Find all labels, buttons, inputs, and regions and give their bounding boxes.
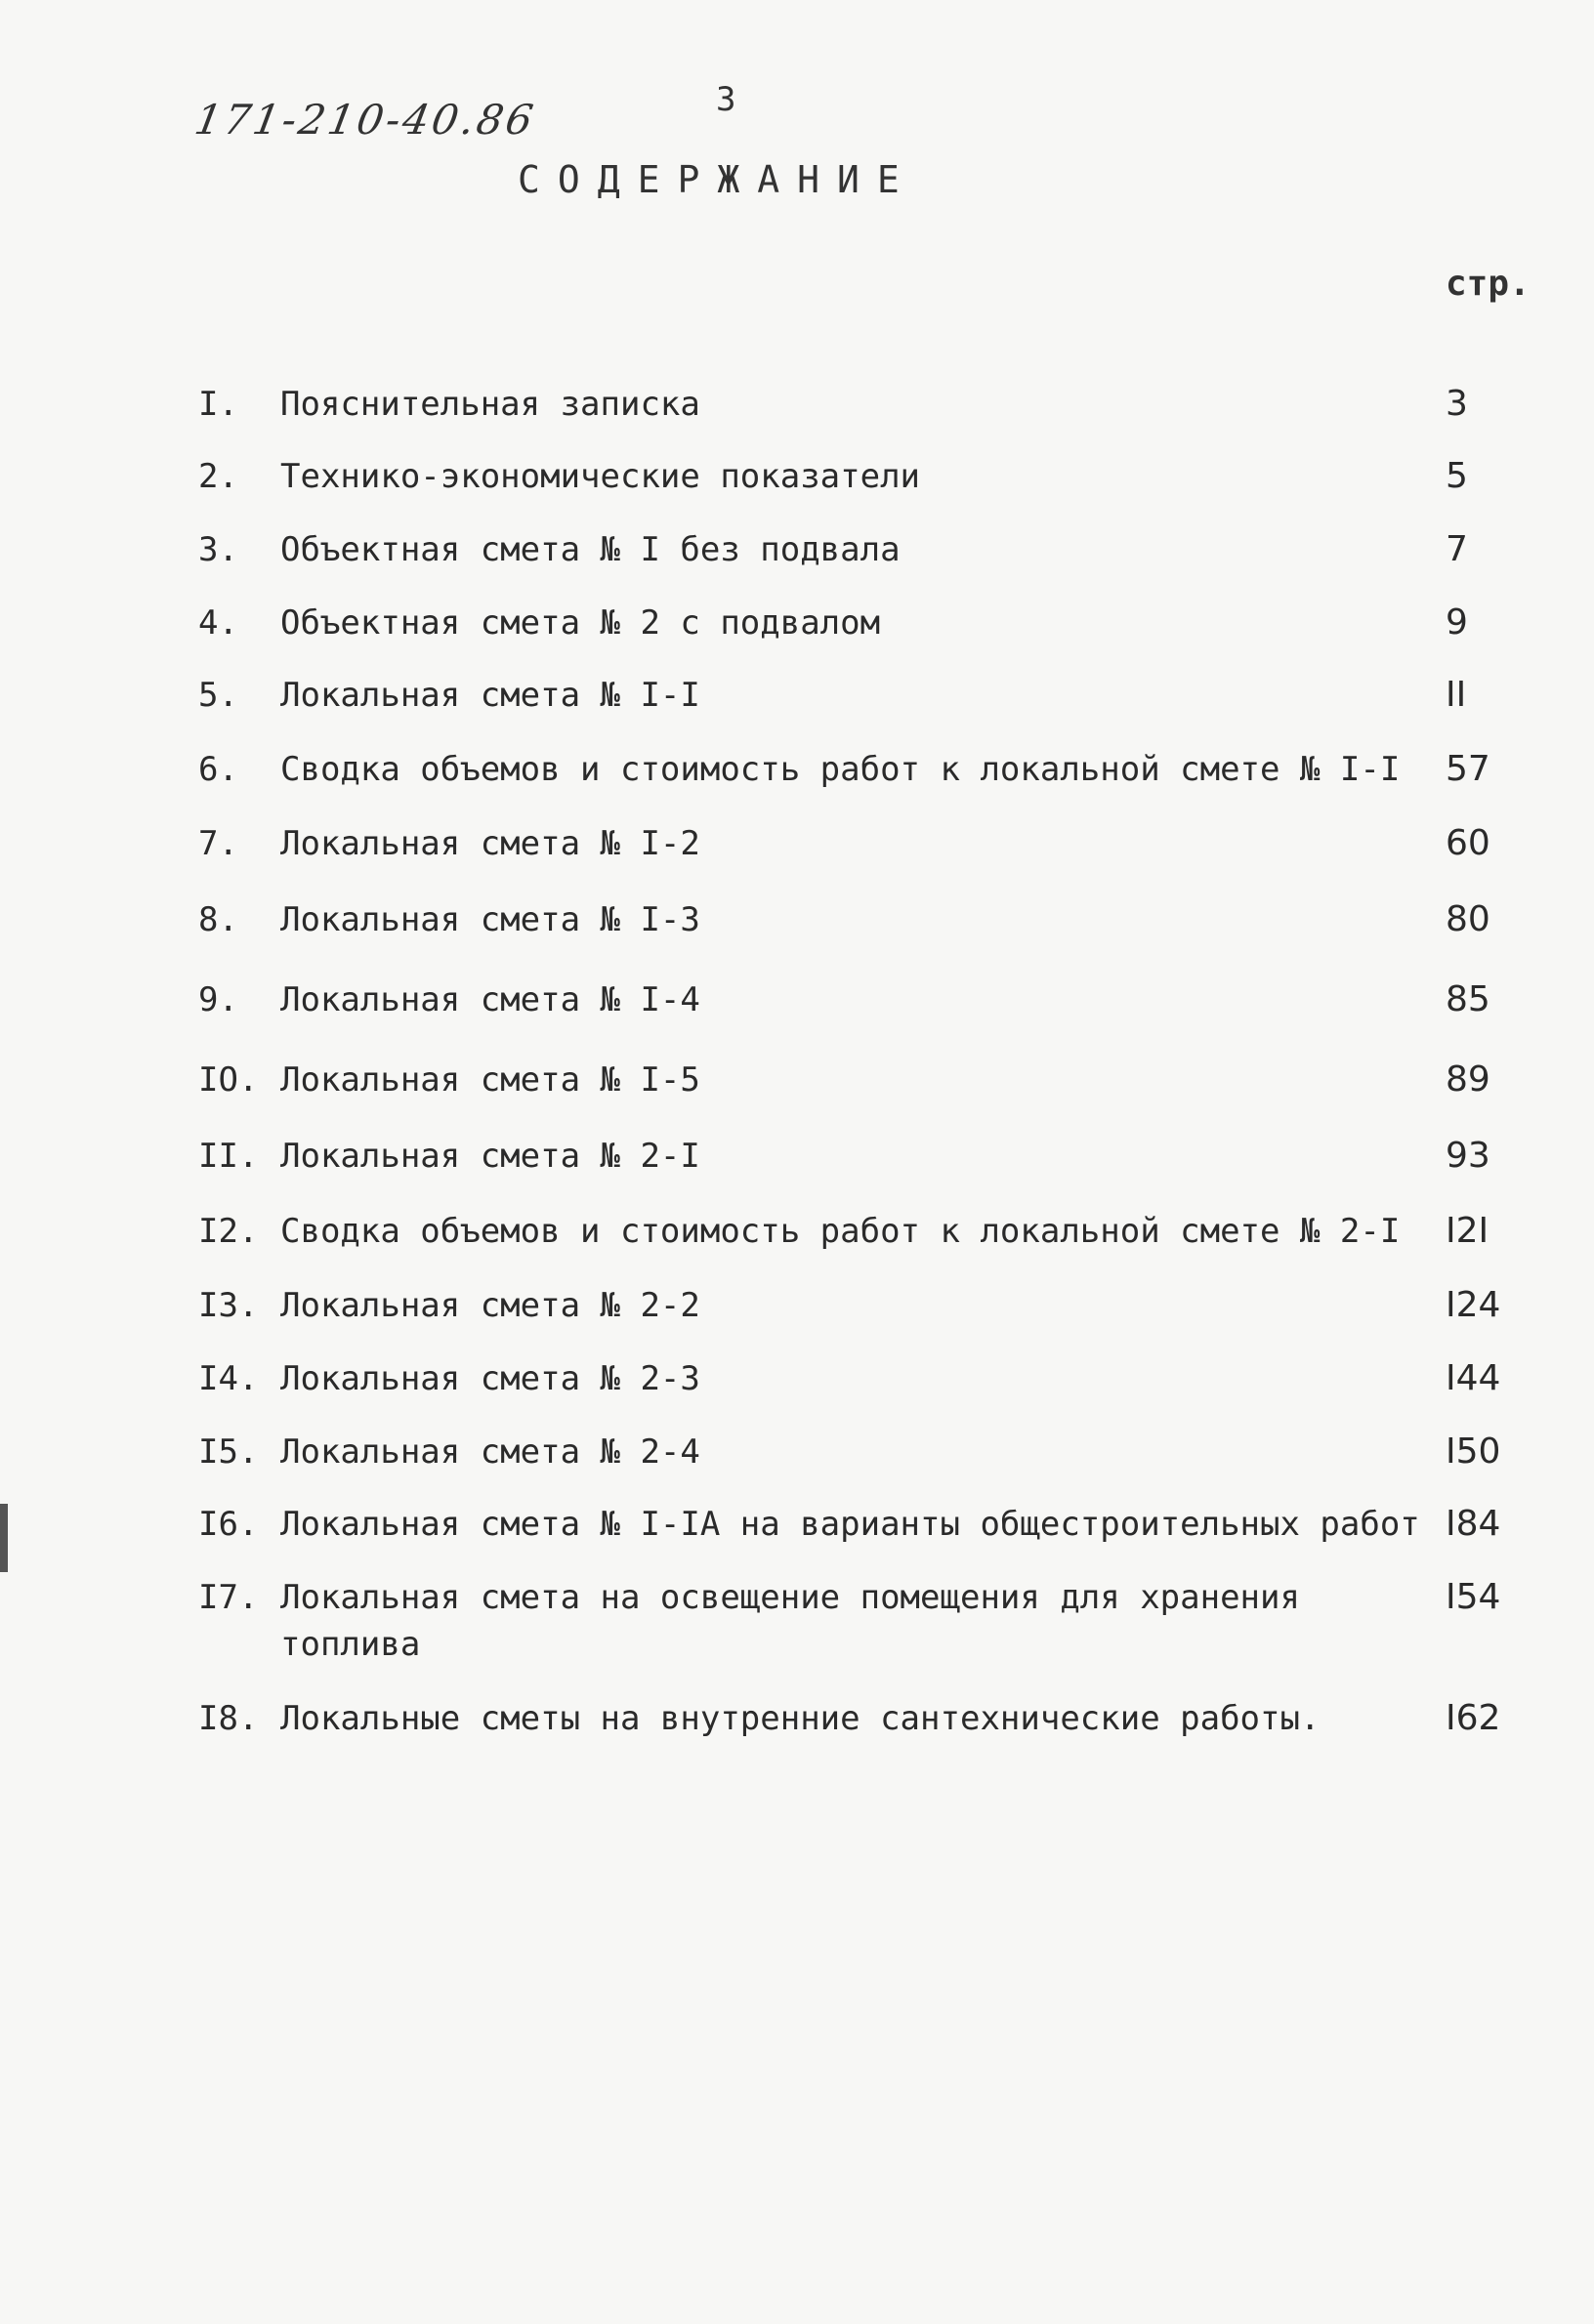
toc-item-number: I5. — [198, 1432, 259, 1472]
toc-item-page: II — [1446, 675, 1467, 715]
toc-item-page: I24 — [1446, 1285, 1501, 1325]
toc-item-page: I84 — [1446, 1504, 1501, 1544]
toc-item-number: I6. — [198, 1505, 259, 1544]
toc-item-number: 6. — [198, 750, 238, 789]
toc-item-number: 8. — [198, 900, 238, 939]
toc-item-number: II. — [198, 1137, 259, 1176]
toc-item-page: I2I — [1446, 1211, 1489, 1251]
toc-item-page: 60 — [1446, 823, 1490, 863]
toc-item-title: Локальная смета № 2-3 — [280, 1359, 700, 1398]
toc-item-title: Локальная смета № 2-4 — [280, 1432, 700, 1472]
toc-item-page: 93 — [1446, 1136, 1490, 1176]
toc-item-number: I3. — [198, 1286, 259, 1325]
toc-item-number: I. — [198, 385, 238, 424]
toc-item-title: Локальная смета № I-IA на варианты общестроительных работ — [280, 1505, 1420, 1544]
toc-item-page: 5 — [1446, 456, 1468, 496]
toc-item-title: Пояснительная записка — [280, 385, 700, 424]
toc-item-number: 9. — [198, 980, 238, 1019]
toc-item-number: I8. — [198, 1699, 259, 1738]
toc-item-number: 4. — [198, 603, 238, 643]
toc-item-page: I44 — [1446, 1358, 1501, 1398]
toc-item-title: Локальная смета № I-3 — [280, 900, 700, 939]
toc-item-number: 3. — [198, 530, 238, 569]
toc-item-page: 89 — [1446, 1059, 1490, 1100]
toc-item-number: 5. — [198, 676, 238, 715]
toc-item-number: I2. — [198, 1212, 259, 1251]
toc-item-title: Локальная смета № I-2 — [280, 824, 700, 863]
toc-item-title: Локальная смета № 2-2 — [280, 1286, 700, 1325]
toc-item-number: 7. — [198, 824, 238, 863]
toc-item-page: 57 — [1446, 749, 1490, 789]
handwritten-document-code: 171-210-40.86 — [190, 96, 540, 144]
toc-item-title: Локальная смета № I-4 — [280, 980, 700, 1019]
toc-item-title: Сводка объемов и стоимость работ к локальной смете № 2-I — [280, 1212, 1401, 1251]
toc-item-title: Локальная смета № I-I — [280, 676, 700, 715]
toc-item-number: IO. — [198, 1060, 259, 1100]
toc-item-page: 9 — [1446, 602, 1468, 643]
toc-item-page: 80 — [1446, 899, 1490, 939]
toc-item-page: I62 — [1446, 1698, 1501, 1738]
page-title: СОДЕРЖАНИЕ — [518, 158, 917, 201]
toc-item-page: 3 — [1446, 384, 1468, 424]
toc-item-title: Сводка объемов и стоимость работ к локальной смете № I-I — [280, 750, 1401, 789]
toc-item-title: Технико-экономические показатели — [280, 457, 921, 496]
toc-item-title: Локальные сметы на внутренние сантехнические работы. — [280, 1699, 1321, 1738]
toc-item-title: Объектная смета № 2 с подвалом — [280, 603, 881, 643]
page-column-header: стр. — [1446, 264, 1531, 304]
toc-item-title: Локальная смета № 2-I — [280, 1137, 700, 1176]
toc-item-page: I50 — [1446, 1432, 1501, 1472]
toc-item-number: I4. — [198, 1359, 259, 1398]
toc-item-title: Локальная смета на освещение помещения для хранения топлива — [280, 1578, 1300, 1664]
toc-item-page: I54 — [1446, 1577, 1501, 1617]
toc-item-page: 85 — [1446, 979, 1490, 1019]
page-number: 3 — [716, 80, 736, 119]
toc-item-number: I7. — [198, 1578, 259, 1617]
toc-item-number: 2. — [198, 457, 238, 496]
toc-item-title: Объектная смета № I без подвала — [280, 530, 901, 569]
toc-item-title: Локальная смета № I-5 — [280, 1060, 700, 1100]
toc-item-page: 7 — [1446, 529, 1468, 569]
